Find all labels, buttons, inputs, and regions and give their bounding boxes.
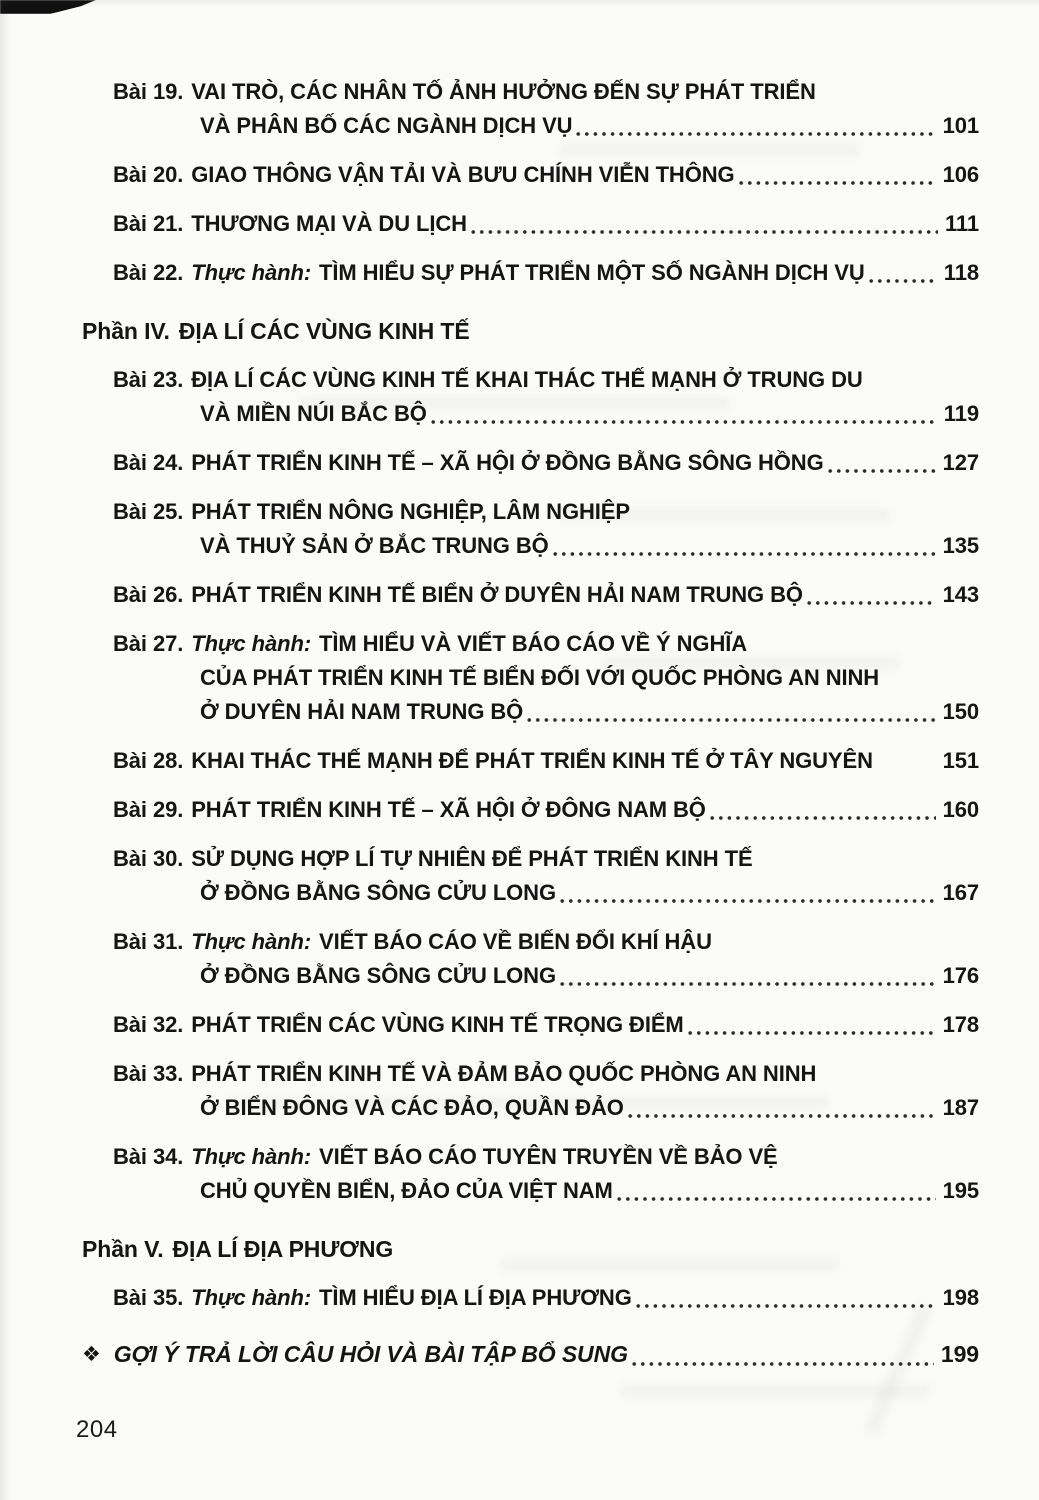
leader-dots [527,716,935,724]
entry-page-number: 111 [945,211,979,236]
entry-label: Bài 33. [113,1061,184,1086]
entry-line [113,109,979,143]
entry-title: PHÁT TRIỂN KINH TẾ – XÃ HỘI Ở ĐỒNG BẰNG SÔNG HỒNG [191,450,824,475]
entry-page-number: 199 [940,1341,979,1367]
leader-dots [471,228,938,236]
entry-label: Bài 19. [113,79,184,104]
entry-line [113,158,979,192]
toc-entry [113,842,979,910]
toc-entry [113,158,979,192]
section-title: ĐỊA LÍ CÁC VÙNG KINH TẾ [178,318,470,344]
entry-title: TÌM HIỂU VÀ VIẾT BÁO CÁO VỀ Ý NGHĨA [319,631,748,656]
entry-label: Bài 20. [113,162,184,187]
toc-entry [113,75,979,143]
entry-line [113,75,979,109]
entry-label: Bài 34. [113,1144,184,1169]
leader-dots [431,418,937,426]
toc-entry [113,1281,979,1315]
special-line [82,1337,979,1373]
entry-label: Bài 21. [113,211,184,236]
entry-title: VÀ THUỶ SẢN Ở BẮC TRUNG BỘ [200,533,549,558]
diamond-bullet-icon: ❖ [82,1343,101,1366]
entry-page-number: 176 [942,963,979,988]
entry-page-number: 118 [943,260,979,285]
entry-title: Ở ĐỒNG BẰNG SÔNG CỬU LONG [200,963,556,988]
leader-dots [576,130,935,138]
toc-entry [113,446,979,480]
entry-line [113,446,979,480]
leader-dots [688,1029,936,1037]
toc-entry [113,495,979,563]
entry-label: Bài 32. [113,1012,184,1037]
entry-title: Ở ĐỒNG BẰNG SÔNG CỬU LONG [200,880,556,905]
special-title: GỢI Ý TRẢ LỜI CÂU HỎI VÀ BÀI TẬP BỔ SUNG [113,1341,628,1367]
entry-line [113,1281,979,1315]
entry-title: PHÁT TRIỂN KINH TẾ VÀ ĐẢM BẢO QUỐC PHÒNG AN NINH [191,1061,817,1086]
entry-label: Bài 27. [113,631,184,656]
entry-line [113,1091,979,1125]
entry-line [113,661,979,695]
scan-edge-shadow-left [0,0,10,1500]
scan-edge-shadow-top [0,0,1039,7]
toc-section-heading [82,314,979,348]
entry-title: PHÁT TRIỂN KINH TẾ – XÃ HỘI Ở ĐÔNG NAM BỘ [191,797,706,822]
entry-line [113,397,979,431]
section-label: Phần V. [82,1236,164,1262]
entry-page-number: 135 [942,533,979,558]
entry-line [113,842,979,876]
leader-dots [877,765,936,773]
entry-line [113,627,979,661]
entry-label: Bài 30. [113,846,184,871]
entry-line [113,1057,979,1091]
practice-prefix: Thực hành: [191,929,312,954]
entry-title: VIẾT BÁO CÁO VỀ BIẾN ĐỔI KHÍ HẬU [319,929,712,954]
entry-page-number: 106 [942,162,979,187]
entry-title: VAI TRÒ, CÁC NHÂN TỐ ẢNH HƯỞNG ĐẾN SỰ PHÁT TRIỂN [191,79,816,104]
entry-line [113,207,979,241]
leader-dots [636,1302,936,1310]
entry-page-number: 119 [943,401,979,426]
leader-dots [828,467,936,475]
entry-title: GIAO THÔNG VẬN TẢI VÀ BƯU CHÍNH VIỄN THÔNG [191,162,735,187]
entry-page-number: 143 [942,582,979,607]
entry-line [113,363,979,397]
entry-label: Bài 35. [113,1285,184,1310]
entry-title: CỦA PHÁT TRIỂN KINH TẾ BIỂN ĐỐI VỚI QUỐC PHÒNG AN NINH [200,665,880,690]
entry-page-number: 195 [942,1178,979,1203]
section-line [82,314,979,348]
entry-page-number: 127 [942,450,979,475]
entry-title: ĐỊA LÍ CÁC VÙNG KINH TẾ KHAI THÁC THẾ MẠNH Ở TRUNG DU [191,367,863,392]
toc-entry [113,256,979,290]
entry-title: VIẾT BÁO CÁO TUYÊN TRUYỀN VỀ BẢO VỆ [319,1144,778,1169]
toc-section-heading [82,1232,979,1266]
entry-line [113,925,979,959]
entry-line [113,1008,979,1042]
entry-title: CHỦ QUYỀN BIỂN, ĐẢO CỦA VIỆT NAM [200,1178,613,1203]
entry-page-number: 178 [942,1012,979,1037]
practice-prefix: Thực hành: [191,1144,312,1169]
toc-entry [113,1057,979,1125]
entry-line [113,495,979,529]
toc-entry [113,1008,979,1042]
entry-label: Bài 23. [113,367,184,392]
entry-line [113,876,979,910]
leader-dots [560,980,936,988]
toc-special-entry [82,1337,979,1373]
entry-page-number: 198 [942,1285,979,1310]
entry-label: Bài 25. [113,499,184,524]
entry-page-number: 160 [942,797,979,822]
entry-line [113,256,979,290]
practice-prefix: Thực hành: [191,1285,312,1310]
toc-entry [113,744,979,778]
entry-line [113,744,979,778]
section-label: Phần IV. [82,318,170,344]
entry-title: VÀ PHÂN BỐ CÁC NGÀNH DỊCH VỤ [200,113,573,138]
toc-entry [113,793,979,827]
entry-line [113,1174,979,1208]
entry-line [113,959,979,993]
section-title: ĐỊA LÍ ĐỊA PHƯƠNG [172,1236,394,1262]
leader-dots [617,1195,936,1203]
leader-dots [739,179,936,187]
toc-entry [113,1140,979,1208]
entry-line [113,1140,979,1174]
entry-title: TÌM HIỂU SỰ PHÁT TRIỂN MỘT SỐ NGÀNH DỊCH VỤ [319,260,865,285]
entry-label: Bài 29. [113,797,184,822]
entry-page-number: 187 [942,1095,979,1120]
entry-label: Bài 31. [113,929,184,954]
entry-label: Bài 28. [113,748,184,773]
scan-artifact [620,1384,930,1398]
entry-title: PHÁT TRIỂN CÁC VÙNG KINH TẾ TRỌNG ĐIỂM [191,1012,684,1037]
toc-entry [113,627,979,729]
entry-title: KHAI THÁC THẾ MẠNH ĐỂ PHÁT TRIỂN KINH TẾ Ở TÂY NGUYÊN [191,748,873,773]
leader-dots [710,814,936,822]
entry-title: THƯƠNG MẠI VÀ DU LỊCH [191,211,467,236]
practice-prefix: Thực hành: [191,260,312,285]
toc-entry [113,578,979,612]
entry-title: SỬ DỤNG HỢP LÍ TỰ NHIÊN ĐỂ PHÁT TRIỂN KINH TẾ [191,846,753,871]
entry-line [113,793,979,827]
leader-dots [632,1360,934,1368]
toc-entry [113,925,979,993]
practice-prefix: Thực hành: [191,631,312,656]
entry-page-number: 167 [942,880,979,905]
entry-label: Bài 22. [113,260,184,285]
entry-line [113,529,979,563]
leader-dots [560,897,936,905]
entry-title: PHÁT TRIỂN NÔNG NGHIỆP, LÂM NGHIỆP [191,499,630,524]
entry-line [113,695,979,729]
section-line [82,1232,979,1266]
toc-list [82,60,979,1373]
leader-dots [869,277,937,285]
entry-line [113,578,979,612]
entry-title: Ở DUYÊN HẢI NAM TRUNG BỘ [200,699,524,724]
toc-entry [113,363,979,431]
entry-page-number: 150 [942,699,979,724]
entry-title: PHÁT TRIỂN KINH TẾ BIỂN Ở DUYÊN HẢI NAM TRUNG BỘ [191,582,803,607]
entry-page-number: 151 [942,748,979,773]
entry-label: Bài 26. [113,582,184,607]
toc-entry [113,207,979,241]
leader-dots [553,550,936,558]
leader-dots [807,599,936,607]
entry-title: VÀ MIỀN NÚI BẮC BỘ [200,401,427,426]
page-number-footer: 204 [76,1416,118,1443]
entry-page-number: 101 [942,113,979,138]
entry-label: Bài 24. [113,450,184,475]
entry-title: TÌM HIỂU ĐỊA LÍ ĐỊA PHƯƠNG [319,1285,632,1310]
entry-title: Ở BIỂN ĐÔNG VÀ CÁC ĐẢO, QUẦN ĐẢO [200,1095,624,1120]
leader-dots [628,1112,936,1120]
